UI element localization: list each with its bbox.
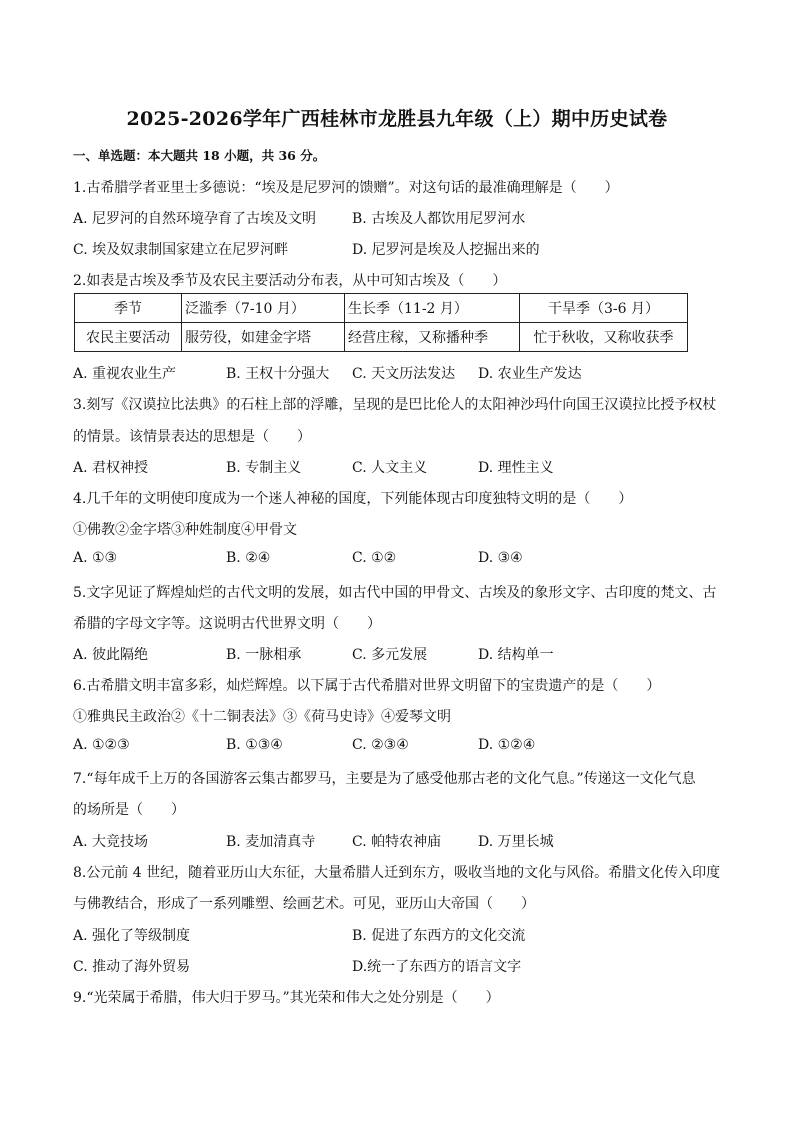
question-4-stem: 4.几千年的文明使印度成为一个迷人神秘的国度，下列能体现古印度独特文明的是（ ）: [73, 491, 633, 507]
question-5-stem: 5.文字见证了辉煌灿烂的古代文明的发展，如古代中国的甲骨文、古埃及的象形文字、古印度的梵文、古: [73, 585, 717, 601]
question-5-option-a: A. 彼此隔绝: [73, 647, 149, 663]
question-7-stem: 7.“每年成千上万的各国游客云集古都罗马，主要是为了感受他那古老的文化气息。”传递这一文化气息: [73, 771, 696, 787]
question-7-option-c: C. 帕特农神庙: [352, 834, 442, 850]
question-3-option-b: B. 专制主义: [226, 460, 302, 476]
question-2-stem: 2.如表是古埃及季节及农民主要活动分布表，从中可知古埃及（ ）: [73, 273, 507, 289]
question-6-option-c: C. ②③④: [352, 737, 409, 753]
question-8-option-c: C. 推动了海外贸易: [73, 959, 191, 975]
question-5-stem-cont: 希腊的字母文字等。这说明古代世界文明（ ）: [73, 616, 381, 632]
table-cell: 忙于秋收，又称收获季: [520, 323, 688, 352]
section-heading: 一、单选题：本大题共 18 小题，共 36 分。: [73, 148, 326, 163]
question-4-option-a: A. ①③: [73, 550, 118, 566]
question-3-option-a: A. 君权神授: [73, 460, 149, 476]
question-8-stem: 8.公元前 4 世纪，随着亚历山大东征，大量希腊人迁到东方，吸收当地的文化与风俗。希腊文化传入印度: [73, 865, 721, 881]
question-8-option-d: D.统一了东西方的语言文字: [352, 959, 522, 975]
question-5-option-c: C. 多元发展: [352, 647, 428, 663]
question-2-option-b: B. 王权十分强大: [226, 366, 330, 382]
question-6-stem: 6.古希腊文明丰富多彩，灿烂辉煌。以下属于古代希腊对世界文明留下的宝贵遗产的是（ ）: [73, 678, 661, 694]
table-cell: 干旱季（3-6 月）: [520, 294, 688, 323]
question-4-items: ①佛教②金字塔③种姓制度④甲骨文: [73, 522, 297, 538]
table-cell: 服劳役，如建金字塔: [182, 323, 345, 352]
question-4-option-c: C. ①②: [352, 550, 397, 566]
question-1-option-c: C. 埃及奴隶制国家建立在尼罗河畔: [73, 242, 289, 258]
table-cell: 泛滥季（7-10 月）: [182, 294, 345, 323]
question-5-option-b: B. 一脉相承: [226, 647, 302, 663]
question-2-option-d: D. 农业生产发达: [478, 366, 582, 382]
question-9-stem: 9.“光荣属于希腊，伟大归于罗马。”其光荣和伟大之处分别是（ ）: [73, 990, 500, 1006]
question-3-stem: 3.刻写《汉谟拉比法典》的石柱上部的浮雕，呈现的是巴比伦人的太阳神沙玛什向国王汉谟拉比授予权杖: [73, 397, 717, 413]
question-6-option-a: A. ①②③: [73, 737, 130, 753]
question-2-option-c: C. 天文历法发达: [352, 366, 456, 382]
question-8-option-a: A. 强化了等级制度: [73, 928, 191, 944]
question-4-option-b: B. ②④: [226, 550, 271, 566]
question-7-option-b: B. 麦加清真寺: [226, 834, 316, 850]
table-cell: 生长季（11-2 月）: [345, 294, 520, 323]
question-7-option-a: A. 大竞技场: [73, 834, 149, 850]
question-8-option-b: B. 促进了东西方的文化交流: [352, 928, 526, 944]
table-cell: 季节: [75, 294, 182, 323]
question-6-option-b: B. ①③④: [226, 737, 283, 753]
question-1-option-d: D. 尼罗河是埃及人挖掘出来的: [352, 242, 540, 258]
question-1-stem: 1.古希腊学者亚里士多德说：“埃及是尼罗河的馈赠”。对这句话的最准确理解是（ ）: [73, 180, 619, 196]
question-3-stem-cont: 的情景。该情景表达的思想是（ ）: [73, 429, 311, 445]
question-6-items: ①雅典民主政治②《十二铜表法》③《荷马史诗》④爱琴文明: [73, 709, 451, 725]
question-8-stem-cont: 与佛教结合，形成了一系列雕塑、绘画艺术。可见，亚历山大帝国（ ）: [73, 896, 535, 912]
table-cell: 经营庄稼，又称播种季: [345, 323, 520, 352]
question-1-option-a: A. 尼罗河的自然环境孕育了古埃及文明: [73, 211, 317, 227]
question-4-option-d: D. ③④: [478, 550, 523, 566]
exam-title: 2025-2026学年广西桂林市龙胜县九年级（上）期中历史试卷: [126, 108, 668, 130]
question-7-option-d: D. 万里长城: [478, 834, 554, 850]
question-7-stem-cont: 的场所是（ ）: [73, 802, 185, 818]
question-6-option-d: D. ①②④: [478, 737, 536, 753]
table-row: [75, 323, 688, 352]
table-cell: 农民主要活动: [75, 323, 182, 352]
question-3-option-c: C. 人文主义: [352, 460, 428, 476]
question-5-option-d: D. 结构单一: [478, 647, 554, 663]
table-header-row: [75, 294, 688, 323]
question-3-option-d: D. 理性主义: [478, 460, 554, 476]
question-1-option-b: B. 古埃及人都饮用尼罗河水: [352, 211, 526, 227]
question-2-option-a: A. 重视农业生产: [73, 366, 177, 382]
season-activity-table: [74, 293, 688, 352]
